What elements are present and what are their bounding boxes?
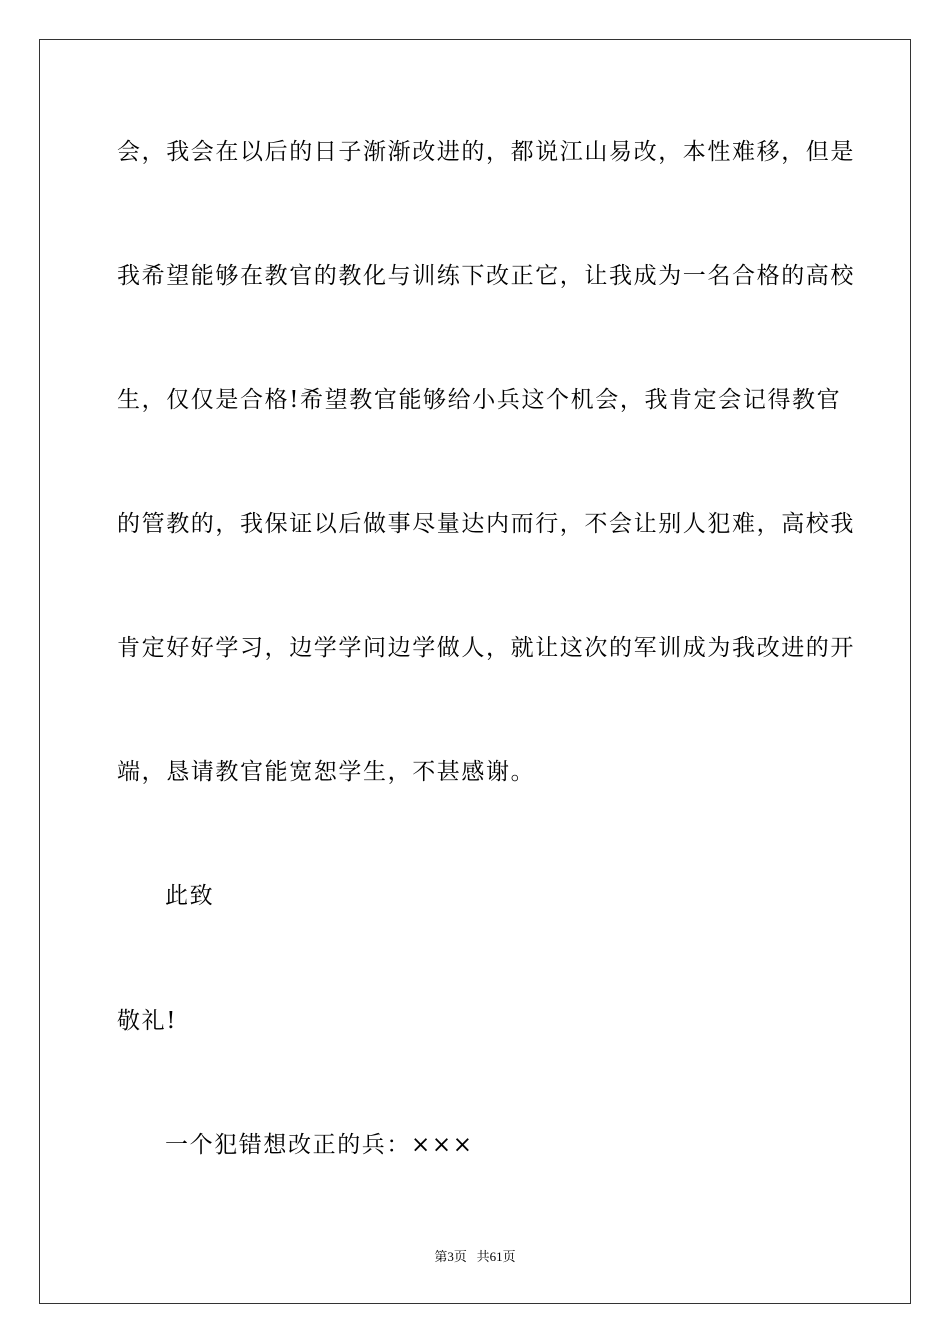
- closing-line: 此致: [165, 883, 215, 909]
- body-line-1: 会，我会在以后的日子渐渐改进的，都说江山易改，本性难移，但是: [117, 139, 855, 165]
- body-line-5: 肯定好好学习，边学学问边学做人，就让这次的军训成为我改进的开: [117, 635, 855, 661]
- page-number: 第3页: [434, 1249, 467, 1264]
- body-line-6: 端，恳请教官能宽恕学生，不甚感谢。: [117, 759, 536, 785]
- body-line-4: 的管教的，我保证以后做事尽量达内而行，不会让别人犯难，高校我: [117, 511, 855, 537]
- body-line-2: 我希望能够在教官的教化与训练下改正它，让我成为一名合格的高校: [117, 263, 855, 289]
- page-total: 共61页: [476, 1249, 516, 1264]
- signature-line: 一个犯错想改正的兵：×××: [165, 1132, 474, 1158]
- page-footer: [0, 1248, 950, 1266]
- body-line-3: 生，仅仅是合格!希望教官能够给小兵这个机会，我肯定会记得教官: [117, 387, 842, 413]
- page-border: [39, 39, 911, 1304]
- salutation-line: 敬礼!: [117, 1008, 178, 1034]
